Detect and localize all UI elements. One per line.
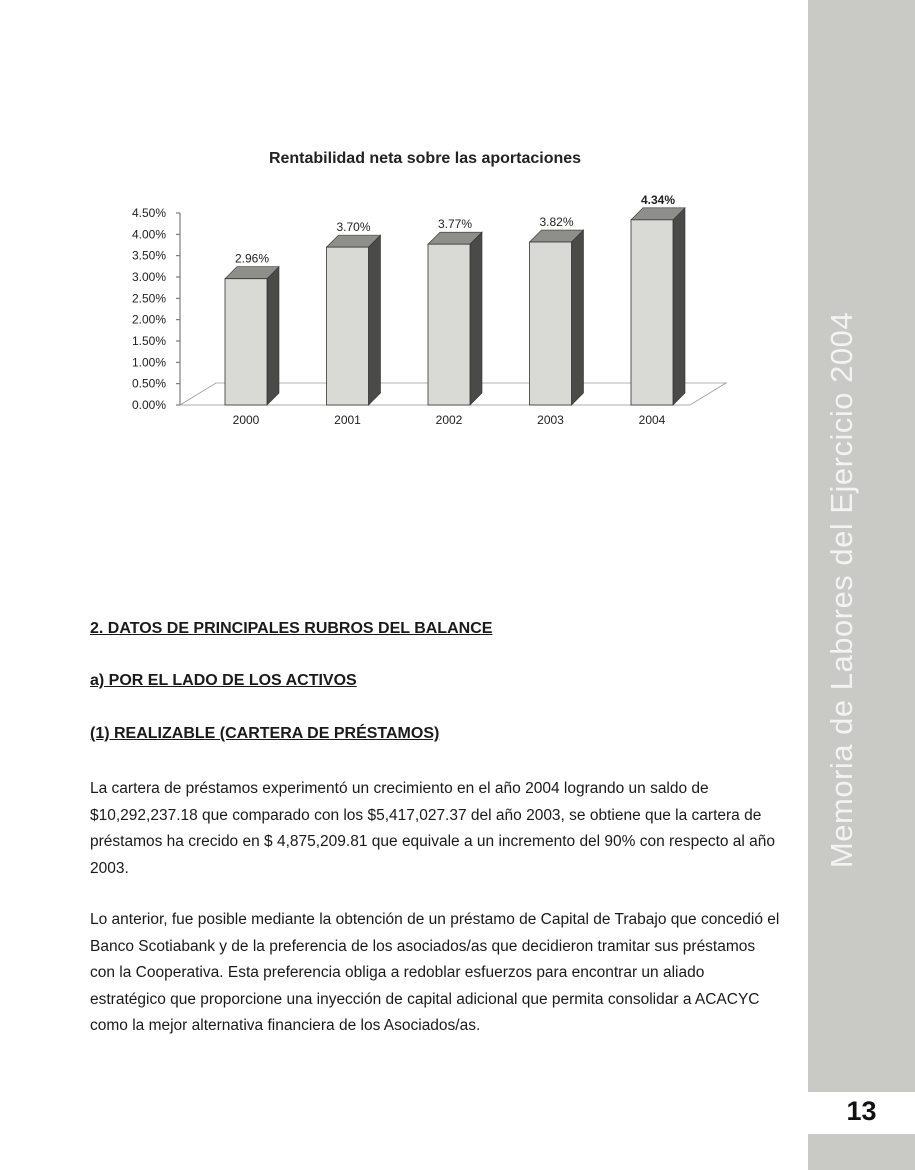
y-tick-label: 4.00%: [131, 227, 166, 242]
y-tick-label: 1.00%: [131, 355, 166, 370]
data-label: 3.82%: [539, 215, 574, 230]
category-label: 2004: [638, 413, 666, 427]
page-number: 13: [846, 1096, 877, 1126]
bar: [327, 247, 369, 405]
y-tick-label: 1.50%: [131, 334, 166, 348]
bar-side: [267, 267, 279, 405]
bar-side: [572, 230, 584, 405]
paragraph-cartera: La cartera de préstamos experimentó un crecimiento en el año 2004 logrando un saldo de $10,292,237.18 que comparado con los $5,417,027.37 del año 2003, se obtiene que la cartera de préstamos ha crecido en $ 4,875,209.81 que equivale a un incremento del 90% con respecto al año 2003.: [90, 780, 776, 877]
bar: [631, 220, 673, 405]
y-tick-label: 2.00%: [131, 312, 166, 327]
subheading-realizable: (1) REALIZABLE (CARTERA DE PRÉSTAMOS): [90, 725, 440, 742]
category-label: 2002: [435, 413, 463, 427]
bar: [530, 242, 572, 405]
category-label: 2003: [537, 413, 564, 427]
y-tick-label: 0.00%: [131, 398, 166, 412]
bar-side: [470, 232, 482, 405]
bar-side: [369, 235, 381, 405]
data-label: 3.77%: [437, 217, 473, 232]
y-tick-label: 2.50%: [131, 291, 166, 306]
chart-title: Rentabilidad neta sobre las aportaciones: [268, 150, 582, 167]
section-heading: 2. DATOS DE PRINCIPALES RUBROS DEL BALANCE: [90, 620, 493, 637]
category-label: 2000: [232, 413, 260, 427]
y-tick-label: 3.00%: [131, 270, 166, 284]
y-tick-label: 3.50%: [131, 248, 166, 263]
y-tick-label: 4.50%: [131, 206, 166, 220]
sidebar-title: Memoria de Labores del Ejercicio 2004: [824, 311, 859, 869]
data-label: 4.34%: [640, 192, 676, 207]
bar: [225, 279, 267, 405]
bar: [428, 244, 470, 405]
data-label: 2.96%: [234, 251, 270, 266]
y-tick-label: 0.50%: [131, 376, 166, 391]
paragraph-anterior: Lo anterior, fue posible mediante la obtención de un préstamo de Capital de Trabajo que concedió el Banco Scotiabank y de la preferencia de los asociados/as que decidieron tramitar sus préstamos con la Cooperativa. Esta preferencia obliga a redoblar esfuerzos para encontrar un aliado estratégico que proporcione una inyección de capital adicional que permita consolidar a ACACYC como la mejor alternativa financiera de los Asociados/as.: [90, 911, 780, 1034]
bar-side: [673, 208, 685, 405]
category-label: 2001: [334, 413, 361, 427]
subheading-activos: a) POR EL LADO DE LOS ACTIVOS: [90, 672, 357, 689]
bar-chart: [110, 180, 750, 440]
data-label: 3.70%: [336, 220, 371, 235]
